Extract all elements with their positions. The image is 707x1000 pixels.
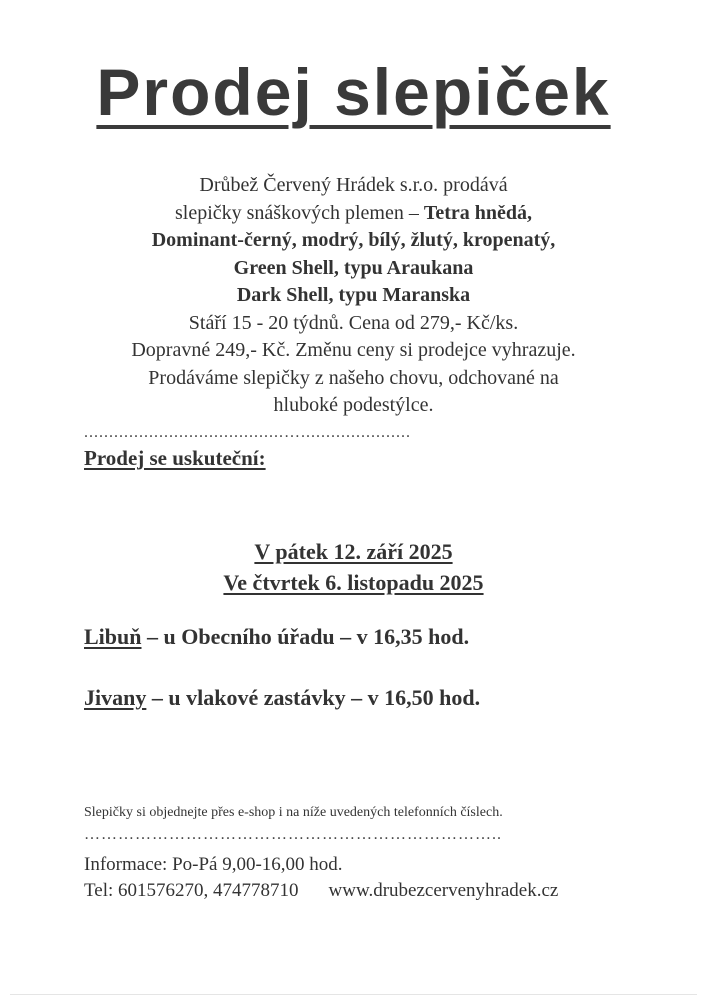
intro-line: Drůbež Červený Hrádek s.r.o. prodává: [199, 174, 508, 196]
sale-date-text: V pátek 12. září 2025: [254, 539, 453, 564]
intro-text-part: slepičky snáškových plemen –: [174, 201, 424, 224]
contact-row: [84, 878, 558, 904]
location-details: – u Obecního úřadu – v 16,35 hod.: [141, 624, 470, 649]
location-item: [84, 624, 469, 650]
intro-text: [60, 172, 647, 420]
order-note: Slepičky si objednejte přes e-shop i na níže uvedených telefonních číslech.: [84, 805, 503, 820]
price-info: Stáří 15 - 20 týdnů. Cena od 279,- Kč/ks.: [188, 311, 519, 334]
location-details: – u vlakové zastávky – v 16,50 hod.: [146, 685, 481, 710]
breed-list: Dark Shell, typu Maranska: [236, 284, 471, 306]
sale-dates: [0, 536, 707, 598]
page-title: Prodej slepiček: [96, 55, 611, 129]
intro-line: [60, 200, 647, 228]
page-bottom-divider: [10, 994, 697, 995]
contact-info: [84, 852, 558, 904]
breeding-info: hluboké podestýlce.: [273, 394, 434, 416]
transport-info: Dopravné 249,- Kč. Změnu ceny si prodejce vyhrazuje.: [131, 339, 576, 361]
breed-name: Tetra hnědá,: [423, 201, 532, 224]
sale-date-text: Ve čtvrtek 6. listopadu 2025: [223, 570, 484, 595]
location-item: [84, 685, 480, 711]
section-heading: Prodej se uskuteční:: [84, 446, 266, 470]
location-place: Jivany: [84, 685, 147, 710]
contact-hours: Informace: Po-Pá 9,00-16,00 hod.: [84, 854, 343, 875]
breed-list: Dominant-černý, modrý, bílý, žlutý, kropenatý,: [151, 229, 556, 251]
sale-date: [0, 567, 707, 598]
contact-phones: Tel: 601576270, 474778710: [84, 880, 299, 901]
dotted-separator: ………………………………………………………………..: [84, 826, 502, 843]
breed-list: Green Shell, typu Araukana: [233, 256, 474, 279]
dotted-separator: ........................................…......................: [84, 424, 411, 441]
location-place: Libuň: [84, 624, 142, 649]
sale-date: [0, 536, 707, 567]
contact-website: www.drubezcervenyhradek.cz: [328, 880, 559, 901]
breeding-info: Prodáváme slepičky z našeho chovu, odchované na: [148, 366, 559, 389]
